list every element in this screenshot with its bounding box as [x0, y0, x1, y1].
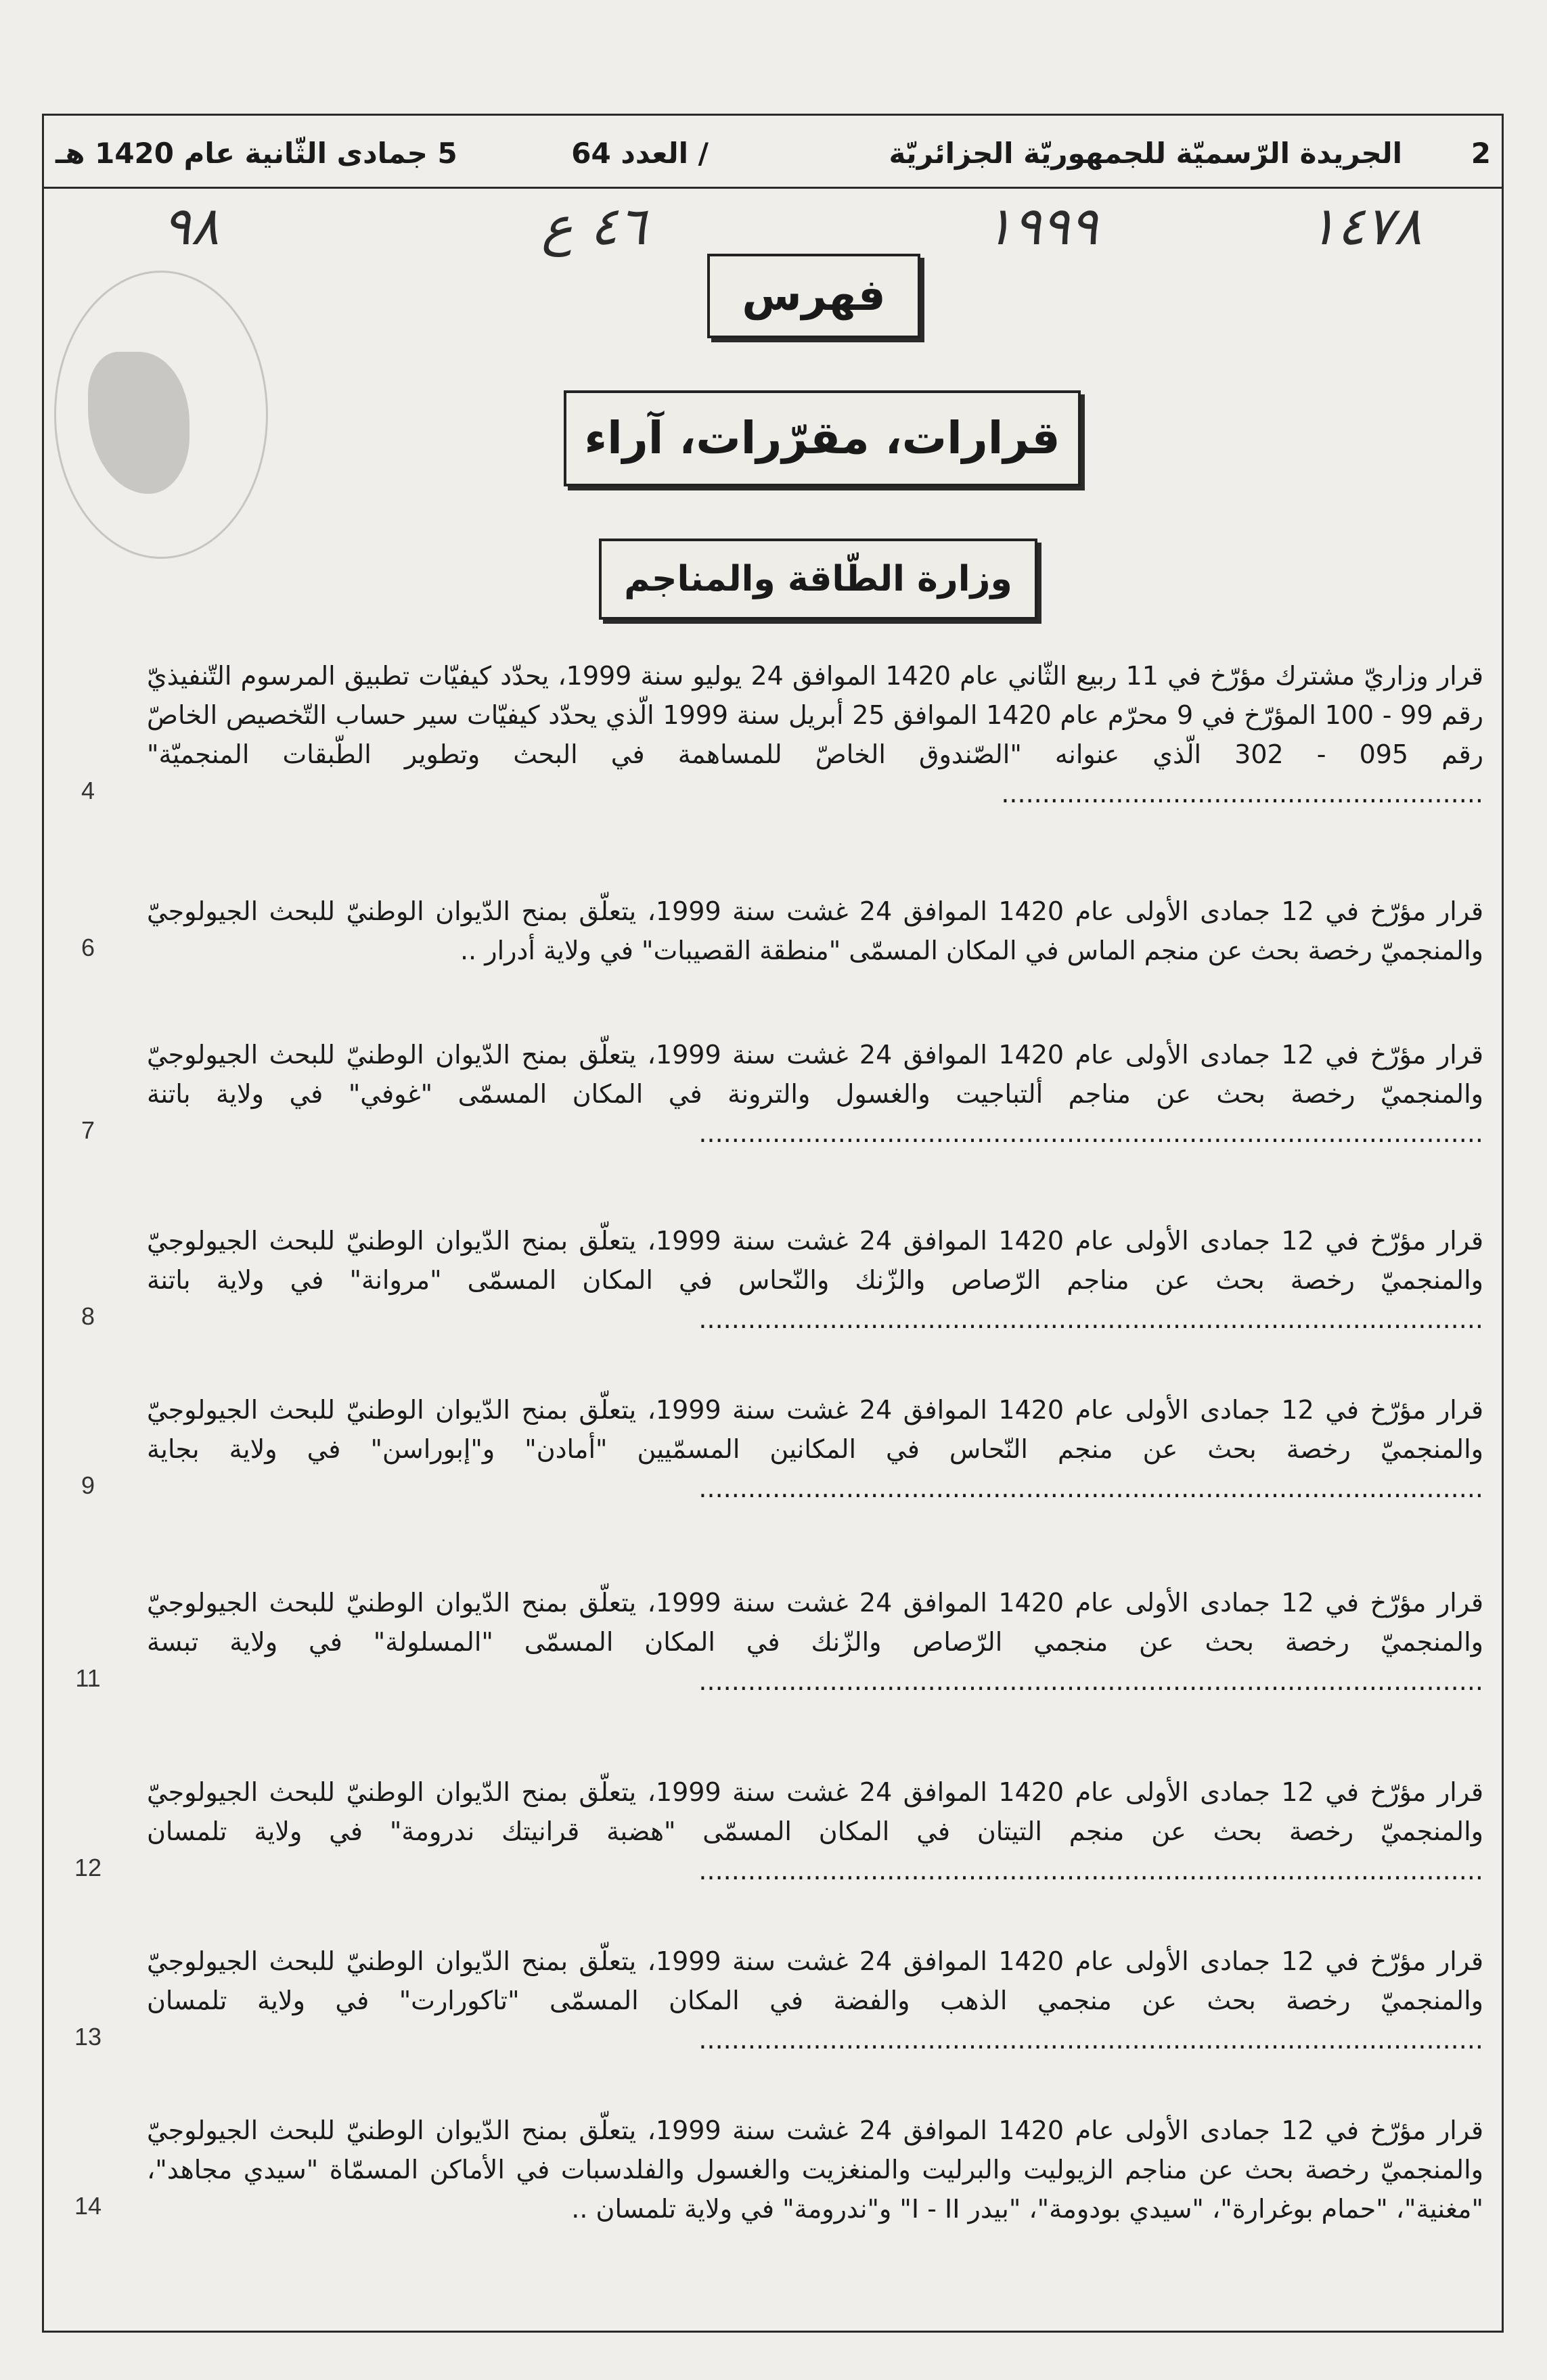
entry-page-number: 13 [74, 2023, 102, 2051]
entry-page-number: 4 [81, 777, 95, 804]
entry-page-number: 14 [74, 2192, 102, 2220]
entry-text: قرار مؤرّخ في 12 جمادى الأولى عام 1420 الموافق 24 غشت سنة 1999، يتعلّق بمنح الدّيوان الوطنيّ للبحث الجيولوجيّ والمنجميّ رخصة بحث عن منجمي الرّصاص والزّنك في المكان المسمّى "المسلولة" في ولاية تبسة ................................................................................................ [147, 1588, 1483, 1696]
handwritten-note-4: ٩٨ [162, 196, 219, 257]
index-title: فهرس [707, 254, 920, 338]
handwritten-note-2: ١٩٩٩ [985, 196, 1098, 257]
header-gazette-title: الجريدة الرّسميّة للجمهوريّة الجزائريّة [889, 137, 1402, 170]
entry-page-number: 8 [81, 1302, 95, 1330]
leader-dots: ................................................................................................ [698, 1856, 1483, 1885]
leader-dots: .. [571, 2194, 588, 2224]
entry-text: قرار مؤرّخ في 12 جمادى الأولى عام 1420 الموافق 24 غشت سنة 1999، يتعلّق بمنح الدّيوان الوطنيّ للبحث الجيولوجيّ والمنجميّ رخصة بحث عن مناجم الرّصاص والزّنك والنّحاس في المكان المسمّى "مروانة" في ولاية باتنة ................................................................................................ [147, 1226, 1483, 1334]
handwritten-note-3: ٤٦ ع [541, 196, 647, 257]
leader-dots: ................................................................................................ [698, 1118, 1483, 1148]
entry-text: قرار مؤرّخ في 12 جمادى الأولى عام 1420 الموافق 24 غشت سنة 1999، يتعلّق بمنح الدّيوان الوطنيّ للبحث الجيولوجيّ والمنجميّ رخصة بحث عن مناجم الزيوليت والبرليت والمنغزيت والغسول والفلدسبات في الأماكن المسمّاة "سيدي مجاهد"، "مغنية"، "حمام بوغرارة"، "سيدي بودومة"، "بيدر I - II" و"ندرومة" في ولاية تلمسان .. [147, 2115, 1483, 2224]
entry-page-number: 12 [74, 1854, 102, 1881]
entry-page-number: 9 [81, 1471, 95, 1499]
entry-text: قرار مؤرّخ في 12 جمادى الأولى عام 1420 الموافق 24 غشت سنة 1999، يتعلّق بمنح الدّيوان الوطنيّ للبحث الجيولوجيّ والمنجميّ رخصة بحث عن منجم الماس في المكان المسمّى "منطقة القصيبات" في ولاية أدرار .. [147, 896, 1483, 965]
entry-text: قرار مؤرّخ في 12 جمادى الأولى عام 1420 الموافق 24 غشت سنة 1999، يتعلّق بمنح الدّيوان الوطنيّ للبحث الجيولوجيّ والمنجميّ رخصة بحث عن مناجم ألتباجيت والغسول والترونة في المكان المسمّى "غوفي" في ولاية باتنة ................................................................................................ [147, 1040, 1483, 1148]
entry-text: قرار مؤرّخ في 12 جمادى الأولى عام 1420 الموافق 24 غشت سنة 1999، يتعلّق بمنح الدّيوان الوطنيّ للبحث الجيولوجيّ والمنجميّ رخصة بحث عن منجم التيتان في المكان المسمّى "هضبة قرانيتك ندرومة" في ولاية تلمسان ................................................................................................ [147, 1777, 1483, 1885]
entry-text: قرار مؤرّخ في 12 جمادى الأولى عام 1420 الموافق 24 غشت سنة 1999، يتعلّق بمنح الدّيوان الوطنيّ للبحث الجيولوجيّ والمنجميّ رخصة بحث عن منجم النّحاس في المكانين المسمّيين "أمادن" و"إبوراسن" في ولاية بجاية ................................................................................................ [147, 1395, 1483, 1503]
header-divider [42, 187, 1504, 189]
leader-dots: ................................................................................................ [698, 2025, 1483, 2055]
header-date: 5 جمادى الثّانية عام 1420 هـ [55, 137, 457, 170]
header-issue-number: / العدد 64 [571, 137, 709, 170]
leader-dots: ................................................................................................ [698, 1666, 1483, 1696]
entry-text: قرار مؤرّخ في 12 جمادى الأولى عام 1420 الموافق 24 غشت سنة 1999، يتعلّق بمنح الدّيوان الوطنيّ للبحث الجيولوجيّ والمنجميّ رخصة بحث عن منجمي الذهب والفضة في المكان المسمّى "تاكورارت" في ولاية تلمسان ................................................................................................ [147, 1946, 1483, 2055]
leader-dots: ........................................................... [1001, 779, 1483, 808]
handwritten-note-1: ١٤٧٨ [1308, 196, 1422, 257]
leader-dots: .. [459, 936, 477, 965]
entry-page-number: 7 [81, 1116, 95, 1144]
header-page-number: 2 [1471, 137, 1492, 170]
entry-text: قرار وزاريّ مشترك مؤرّخ في 11 ربيع الثّاني عام 1420 الموافق 24 يوليو سنة 1999، يحدّد كيفيّات تطبيق المرسوم التّنفيذيّ رقم 99 - 100 المؤرّخ في 9 محرّم عام 1420 الموافق 25 أبريل سنة 1999 الّذي يحدّد كيفيّات سير حساب التّخصيص الخاصّ رقم 095 - 302 الّذي عنوانه "الصّندوق الخاصّ للمساهمة في البحث وتطوير الطّبقات المنجميّة" ........................................................... [147, 661, 1483, 808]
leader-dots: ................................................................................................ [698, 1304, 1483, 1334]
section-title-decisions: قرارات، مقرّرات، آراء [564, 390, 1081, 486]
entry-page-number: 11 [75, 1664, 101, 1692]
ministry-title: وزارة الطّاقة والمناجم [599, 539, 1037, 620]
leader-dots: ................................................................................................ [698, 1473, 1483, 1503]
page-header [42, 126, 1504, 180]
entry-page-number: 6 [81, 934, 95, 961]
